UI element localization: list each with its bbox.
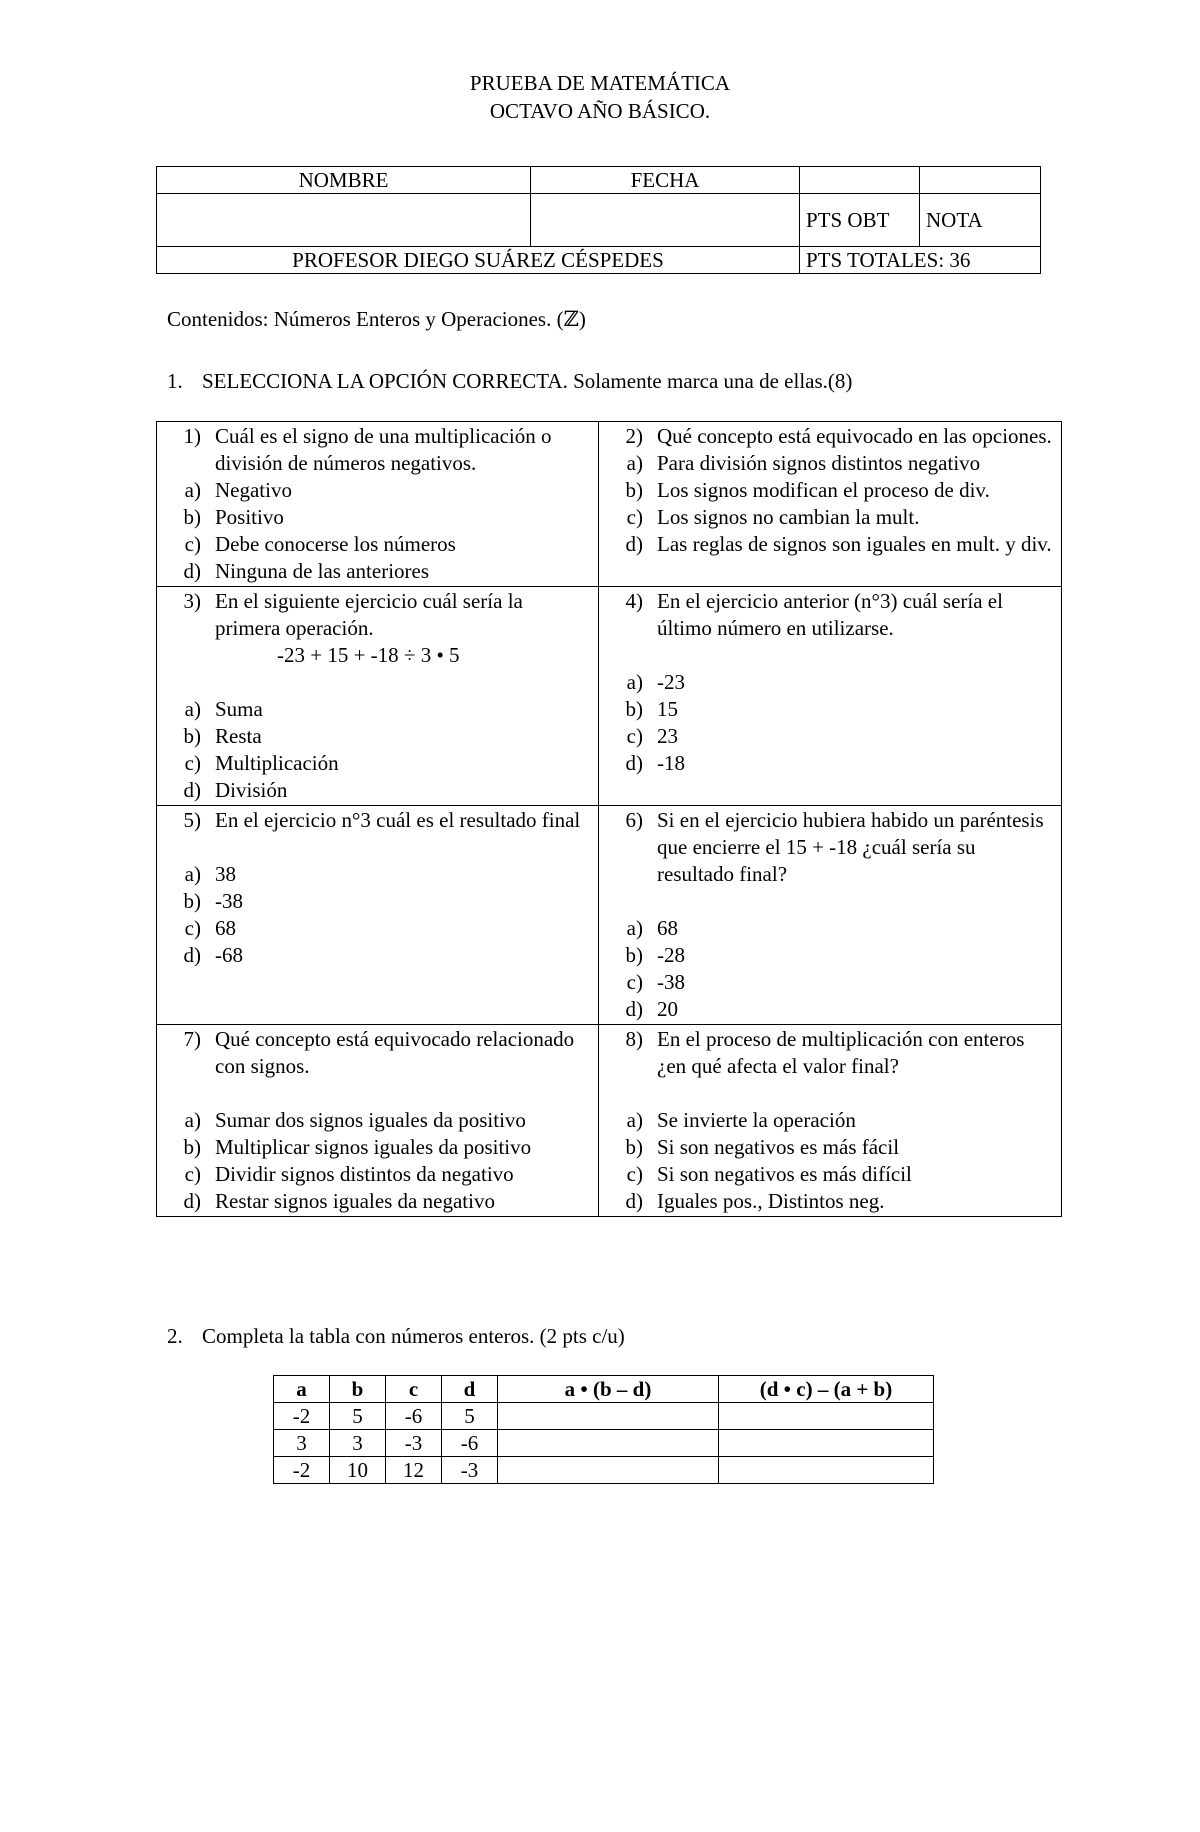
option-text[interactable]: Negativo [215, 478, 292, 502]
option-letter[interactable]: c) [626, 505, 643, 529]
option-letter[interactable]: d) [625, 997, 643, 1021]
question-cell [157, 587, 599, 806]
section-2-heading [167, 1323, 625, 1350]
option-text[interactable]: Dividir signos distintos da negativo [215, 1162, 514, 1186]
question-cell [599, 806, 1062, 1025]
nota-label: NOTA [920, 194, 1041, 247]
question-number: 8) [625, 1027, 643, 1051]
option-letter[interactable]: a) [626, 1108, 643, 1132]
table-cell: -2 [274, 1403, 330, 1430]
answer-cell[interactable] [498, 1430, 719, 1457]
option-text[interactable]: 38 [215, 862, 236, 886]
option-letter[interactable]: b) [625, 943, 643, 967]
option-text[interactable]: Resta [215, 724, 262, 748]
question-cell [599, 587, 1062, 806]
question-text: Qué concepto está equivocado relacionado con signos. [215, 1027, 575, 1078]
option-text[interactable]: Debe conocerse los números [215, 532, 456, 556]
question-number: 6) [625, 808, 643, 832]
option-letter[interactable]: b) [183, 889, 201, 913]
page-title: PRUEBA DE MATEMÁTICA [469, 71, 731, 95]
option-letter[interactable]: c) [184, 751, 201, 775]
answer-cell[interactable] [719, 1430, 934, 1457]
question-cell [157, 422, 599, 587]
table-cell: 10 [330, 1457, 386, 1484]
question-number: 1) [183, 424, 201, 448]
option-text[interactable]: -68 [215, 943, 243, 967]
question-number: 3) [183, 589, 201, 613]
student-info-table [156, 166, 1041, 274]
option-letter[interactable]: a) [626, 451, 643, 475]
table-cell: -3 [386, 1430, 442, 1457]
option-letter[interactable]: b) [183, 505, 201, 529]
option-letter[interactable]: d) [183, 943, 201, 967]
question-text: En el siguiente ejercicio cuál sería la primera operación. [215, 589, 523, 640]
table-cell: -6 [442, 1430, 498, 1457]
option-text[interactable]: Para división signos distintos negativo [657, 451, 981, 475]
table-cell: -3 [442, 1457, 498, 1484]
option-letter[interactable]: b) [183, 1135, 201, 1159]
option-letter[interactable]: b) [625, 1135, 643, 1159]
nombre-field[interactable] [157, 194, 531, 247]
ops-header: c [386, 1376, 442, 1403]
pts-totales: PTS TOTALES: 36 [800, 247, 1041, 274]
ops-header: b [330, 1376, 386, 1403]
option-text[interactable]: Si son negativos es más fácil [657, 1135, 900, 1159]
option-text[interactable]: Sumar dos signos iguales da positivo [215, 1108, 526, 1132]
option-letter[interactable]: a) [626, 670, 643, 694]
section-1-text: SELECCIONA LA OPCIÓN CORRECTA. Solamente marca una de ellas.(8) [202, 369, 853, 393]
question-cell [599, 1025, 1062, 1217]
fecha-label: FECHA [531, 167, 800, 194]
question-text: En el ejercicio n°3 cuál es el resultado final [215, 808, 581, 832]
section-1-number: 1. [167, 369, 183, 393]
option-text[interactable]: 68 [215, 916, 236, 940]
option-letter[interactable]: a) [184, 1108, 201, 1132]
option-letter[interactable]: b) [625, 478, 643, 502]
option-letter[interactable]: c) [626, 1162, 643, 1186]
option-text[interactable]: 15 [657, 697, 678, 721]
question-number: 7) [183, 1027, 201, 1051]
table-cell: 3 [330, 1430, 386, 1457]
option-letter[interactable]: a) [184, 862, 201, 886]
option-text[interactable]: Las reglas de signos son iguales en mult. y div. [657, 532, 1052, 556]
answer-cell[interactable] [498, 1457, 719, 1484]
question-cell [157, 806, 599, 1025]
question-text: En el ejercicio anterior (n°3) cuál sería el último número en utilizarse. [657, 589, 1003, 640]
option-text[interactable]: -18 [657, 751, 685, 775]
option-text[interactable]: 20 [657, 997, 678, 1021]
table-cell: 5 [442, 1403, 498, 1430]
option-letter[interactable]: b) [183, 724, 201, 748]
option-text[interactable]: Multiplicación [215, 751, 339, 775]
option-letter[interactable]: a) [184, 697, 201, 721]
nombre-label: NOMBRE [157, 167, 531, 194]
option-text[interactable]: Los signos no cambian la mult. [657, 505, 920, 529]
section-2-text: Completa la tabla con números enteros. (2 pts c/u) [202, 1324, 625, 1348]
question-cell [157, 1025, 599, 1217]
table-cell: 12 [386, 1457, 442, 1484]
option-text[interactable]: -28 [657, 943, 685, 967]
table-row [274, 1430, 934, 1457]
section-1-heading [167, 368, 852, 395]
ops-header: a [274, 1376, 330, 1403]
option-text[interactable]: Multiplicar signos iguales da positivo [215, 1135, 532, 1159]
option-letter[interactable]: c) [184, 1162, 201, 1186]
option-text[interactable]: 68 [657, 916, 678, 940]
table-cell: -6 [386, 1403, 442, 1430]
option-text[interactable]: -23 [657, 670, 685, 694]
table-cell: 5 [330, 1403, 386, 1430]
option-letter[interactable]: b) [625, 697, 643, 721]
question-text: Si en el ejercicio hubiera habido un paréntesis que encierre el 15 + -18 ¿cuál sería su resultado final? [657, 808, 1044, 886]
ops-header: (d • c) – (a + b) [719, 1376, 934, 1403]
option-letter[interactable]: d) [625, 751, 643, 775]
option-text[interactable]: -38 [215, 889, 243, 913]
option-letter[interactable]: c) [184, 532, 201, 556]
question-text: En el proceso de multiplicación con enteros ¿en qué afecta el valor final? [657, 1027, 1025, 1078]
contents-line: Contenidos: Números Enteros y Operaciones. (ℤ) [167, 307, 586, 331]
option-text[interactable]: División [215, 778, 288, 802]
pts-obt-field[interactable] [800, 167, 920, 194]
table-row [274, 1403, 934, 1430]
ops-header: d [442, 1376, 498, 1403]
question-number: 2) [625, 424, 643, 448]
option-text[interactable]: Suma [215, 697, 263, 721]
option-letter[interactable]: d) [625, 1189, 643, 1213]
table-row [274, 1457, 934, 1484]
option-text[interactable]: -38 [657, 970, 685, 994]
option-text[interactable]: 23 [657, 724, 678, 748]
question-text: Cuál es el signo de una multiplicación o división de números negativos. [215, 424, 552, 475]
question-number: 4) [625, 589, 643, 613]
question-cell [599, 422, 1062, 587]
answer-cell[interactable] [719, 1403, 934, 1430]
ops-header: a • (b – d) [498, 1376, 719, 1403]
pts-obt-label: PTS OBT [800, 194, 920, 247]
table-cell: 3 [274, 1430, 330, 1457]
option-text[interactable]: Se invierte la operación [657, 1108, 856, 1132]
option-letter[interactable]: a) [626, 916, 643, 940]
section-2-number: 2. [167, 1324, 183, 1348]
option-text[interactable]: Restar signos iguales da negativo [215, 1189, 495, 1213]
page-subtitle: OCTAVO AÑO BÁSICO. [489, 99, 711, 123]
nota-field[interactable] [920, 167, 1041, 194]
option-text[interactable]: Positivo [215, 505, 284, 529]
option-letter[interactable]: d) [625, 532, 643, 556]
profesor-name: PROFESOR DIEGO SUÁREZ CÉSPEDES [157, 247, 800, 274]
option-letter[interactable]: c) [626, 970, 643, 994]
answer-cell[interactable] [719, 1457, 934, 1484]
option-letter[interactable]: d) [183, 559, 201, 583]
option-letter[interactable]: c) [626, 724, 643, 748]
question-expression: -23 + 15 + -18 ÷ 3 • 5 [277, 643, 460, 667]
option-text[interactable]: Los signos modifican el proceso de div. [657, 478, 990, 502]
question-text: Qué concepto está equivocado en las opciones. [657, 424, 1052, 448]
fecha-field[interactable] [531, 194, 800, 247]
option-text[interactable]: Iguales pos., Distintos neg. [657, 1189, 885, 1213]
table-cell: -2 [274, 1457, 330, 1484]
option-letter[interactable]: c) [184, 916, 201, 940]
answer-cell[interactable] [498, 1403, 719, 1430]
quiz-table [156, 421, 1062, 1217]
option-text[interactable]: Ninguna de las anteriores [215, 559, 430, 583]
operations-table [273, 1375, 934, 1484]
option-letter[interactable]: d) [183, 1189, 201, 1213]
option-letter[interactable]: a) [184, 478, 201, 502]
option-letter[interactable]: d) [183, 778, 201, 802]
question-number: 5) [183, 808, 201, 832]
option-text[interactable]: Si son negativos es más difícil [657, 1162, 912, 1186]
